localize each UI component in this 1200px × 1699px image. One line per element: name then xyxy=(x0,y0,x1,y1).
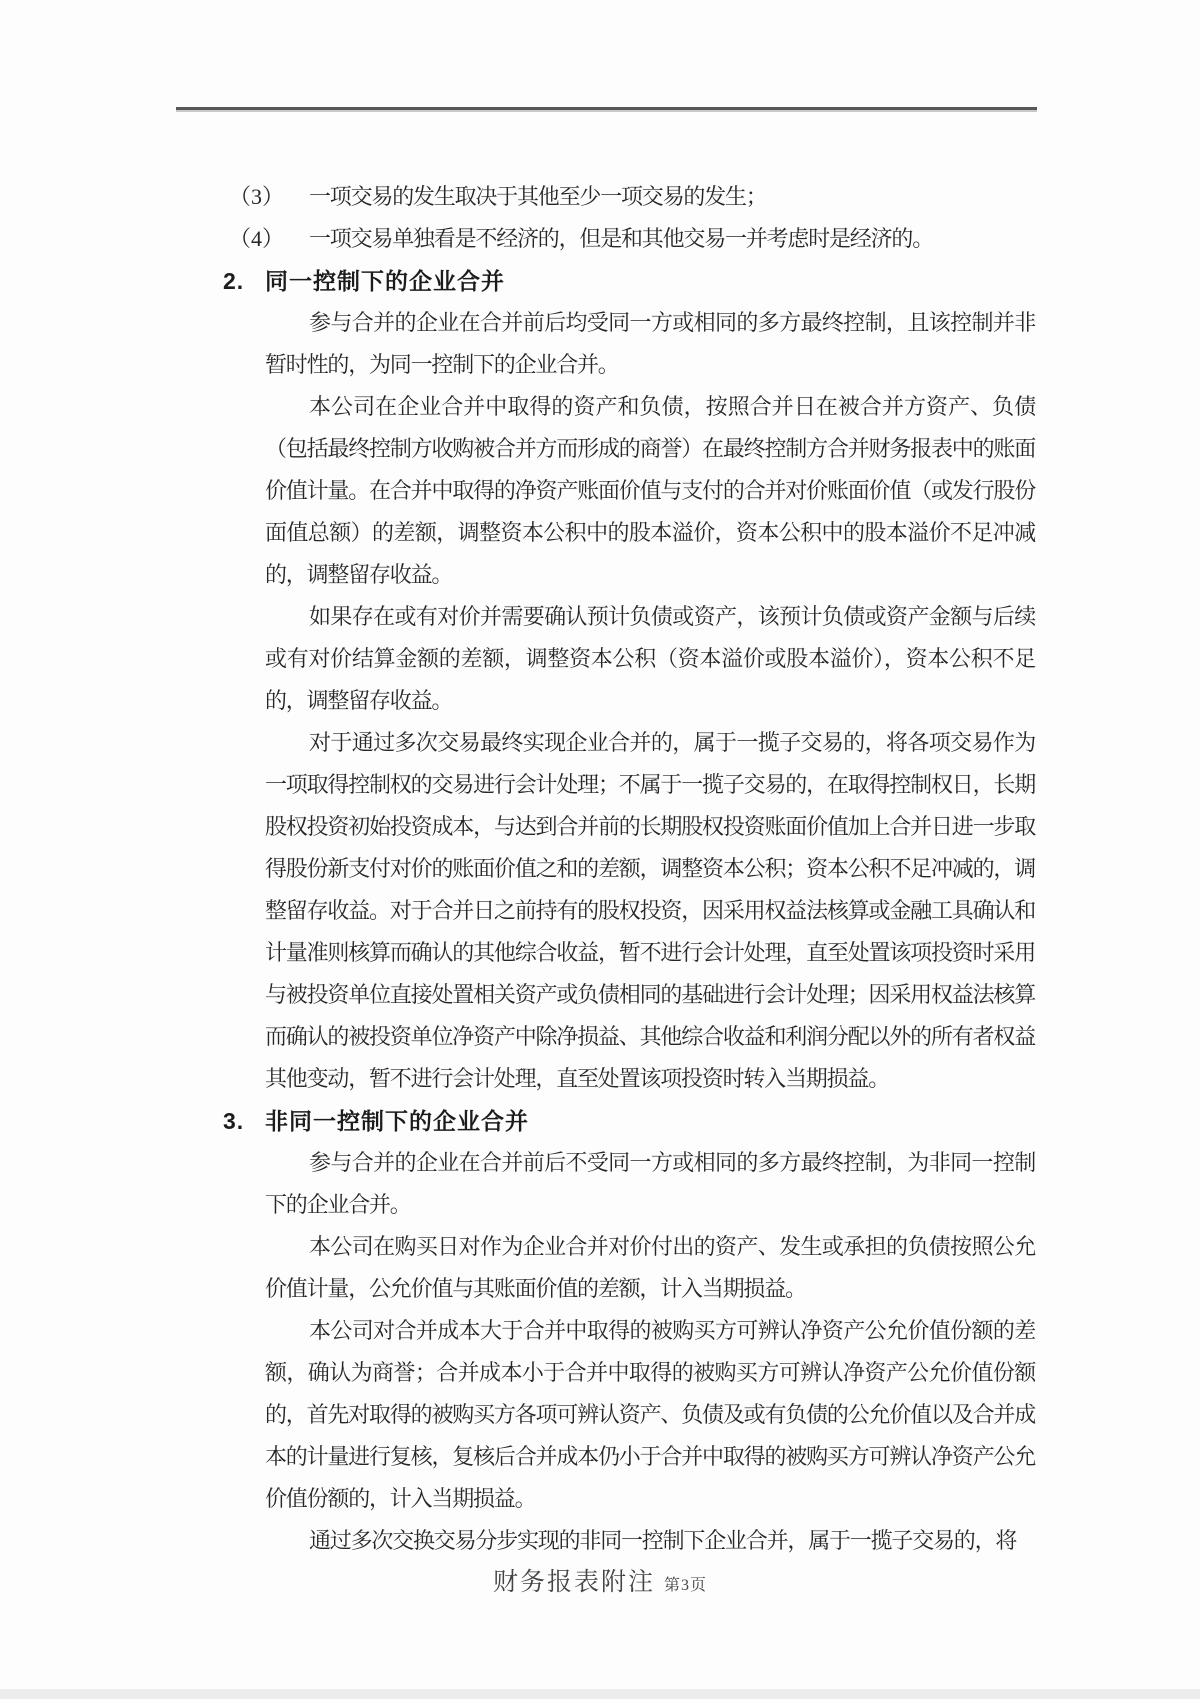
list-item-number: （3） xyxy=(229,184,285,209)
header-rule xyxy=(176,107,1037,112)
paragraph: 本公司在企业合并中取得的资产和负债，按照合并日在被合并方资产、负债（包括最终控制方收购被合并方而形成的商誉）在最终控制方合并财务报表中的账面价值计量。在合并中取得的净资产账面价值与支付的合并对价账面价值（或发行股份面值总额）的差额，调整资本公积中的股本溢价，资本公积中的股本溢价不足冲减的，调整留存收益。 xyxy=(265,394,1035,587)
section-heading-2 xyxy=(222,260,1035,302)
paragraph: 参与合并的企业在合并前后均受同一方或相同的多方最终控制，且该控制并非暂时性的，为同一控制下的企业合并。 xyxy=(265,310,1035,377)
list-item-text: 一项交易的发生取决于其他至少一项交易的发生； xyxy=(309,184,767,209)
list-item-number: （4） xyxy=(229,226,285,251)
footer-page-number: 第3页 xyxy=(664,1577,708,1594)
footer-title: 财务报表附注 xyxy=(492,1569,655,1596)
scan-edge-shade xyxy=(0,1689,1200,1699)
section-title: 非同一控制下的企业合并 xyxy=(265,1108,529,1134)
section-number: 2. xyxy=(223,268,245,294)
paragraph: 本公司在购买日对作为企业合并对价付出的资产、发生或承担的负债按照公允价值计量，公允价值与其账面价值的差额，计入当期损益。 xyxy=(265,1234,1035,1301)
document-content xyxy=(222,176,1035,1562)
paragraph: 通过多次交换交易分步实现的非同一控制下企业合并，属于一揽子交易的，将 xyxy=(309,1528,1017,1553)
list-item xyxy=(222,218,1035,260)
section-heading-3 xyxy=(222,1100,1035,1142)
paragraph: 参与合并的企业在合并前后不受同一方或相同的多方最终控制，为非同一控制下的企业合并。 xyxy=(265,1150,1035,1217)
page-footer xyxy=(0,1566,1200,1603)
paragraph: 对于通过多次交易最终实现企业合并的，属于一揽子交易的，将各项交易作为一项取得控制权的交易进行会计处理；不属于一揽子交易的，在取得控制权日，长期股权投资初始投资成本，与达到合并前的长期股权投资账面价值加上合并日进一步取得股份新支付对价的账面价值之和的差额，调整资本公积；资本公积不足冲减的，调整留存收益。对于合并日之前持有的股权投资，因采用权益法核算或金融工具确认和计量准则核算而确认的其他综合收益，暂不进行会计处理，直至处置该项投资时采用与被投资单位直接处置相关资产或负债相同的基础进行会计处理；因采用权益法核算而确认的被投资单位净资产中除净损益、其他综合收益和利润分配以外的所有者权益其他变动，暂不进行会计处理，直至处置该项投资时转入当期损益。 xyxy=(265,730,1035,1091)
paragraph: 本公司对合并成本大于合并中取得的被购买方可辨认净资产公允价值份额的差额，确认为商誉；合并成本小于合并中取得的被购买方可辨认净资产公允价值份额的，首先对取得的被购买方各项可辨认资产、负债及或有负债的公允价值以及合并成本的计量进行复核，复核后合并成本仍小于合并中取得的被购买方可辨认净资产公允价值份额的，计入当期损益。 xyxy=(265,1318,1035,1511)
paragraph: 如果存在或有对价并需要确认预计负债或资产，该预计负债或资产金额与后续或有对价结算金额的差额，调整资本公积（资本溢价或股本溢价），资本公积不足的，调整留存收益。 xyxy=(265,604,1035,713)
list-item-text: 一项交易单独看是不经济的，但是和其他交易一并考虑时是经济的。 xyxy=(309,226,934,251)
list-item xyxy=(222,176,1035,218)
section-title: 同一控制下的企业合并 xyxy=(265,268,505,294)
section-number: 3. xyxy=(223,1108,245,1134)
